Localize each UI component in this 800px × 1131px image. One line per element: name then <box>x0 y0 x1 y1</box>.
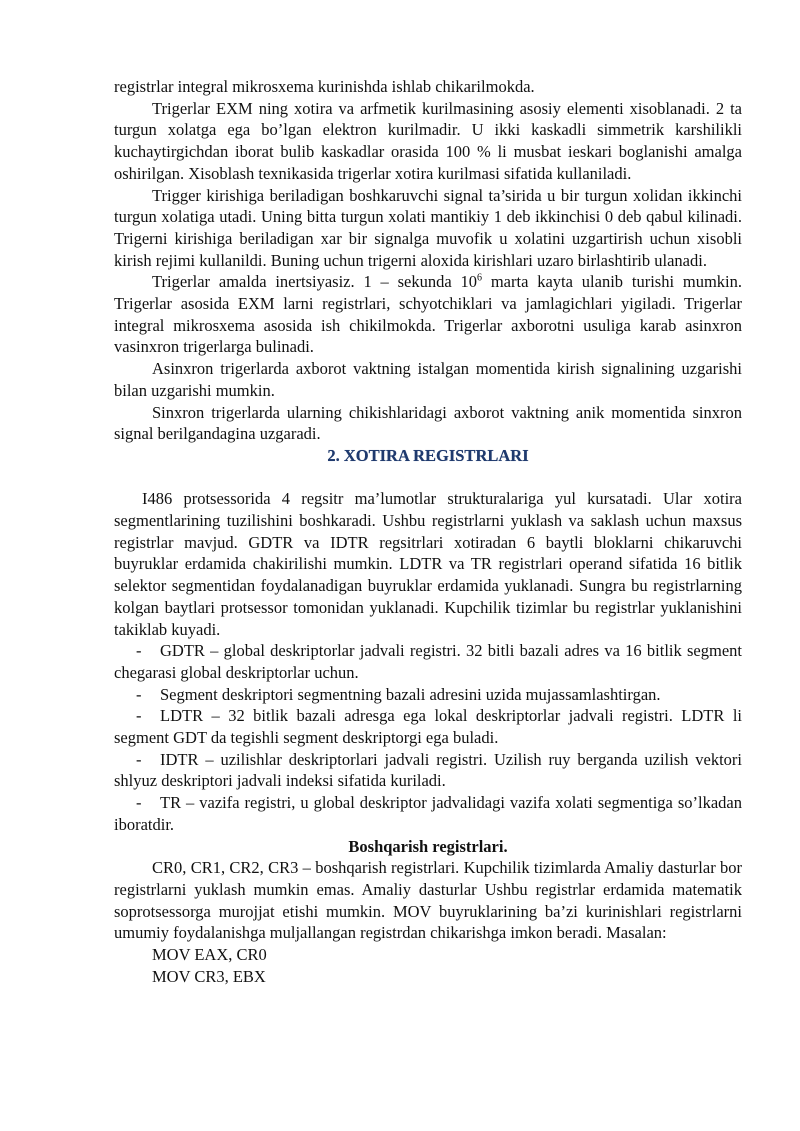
bullet-dash: - <box>136 749 142 769</box>
text-part: marta kayta ulanib turishi mumkin. Trigerlar asosida EXM larni registrlari, schyotchiklari va jamlagichlari yigiladi. Trigerlar integral mikrosxema asosida ish chikilmokda. Trigerlar axborotni usuliga karab asinxron vasinxron trigerlarga bulinadi. <box>114 272 742 357</box>
paragraph-trigger-input: Trigger kirishiga beriladigan boshkaruvchi signal ta’sirida u bir turgun xolidan ikkinchi turgun xolatiga utadi. Uning bitta turgun xolati mantikiy 1 deb ikkinchisi 0 deb qabul kilinadi. Trigerni kirishiga beriladigan xar bir signalga muvofik u xolatini uzgartirish uchun xisobli kirish rejimi kullanildi. Buning uchun trigerni aloxida kirishlari uzaro birlashtirib ulanadi. <box>114 185 742 270</box>
code-line: MOV EAX, CR0 <box>152 945 267 965</box>
list-item-text: Segment deskriptori segmentning bazali adresini uzida mujassamlashtirgan. <box>160 684 661 704</box>
paragraph-i486: I486 protsessorida 4 regsitr ma’lumotlar strukturalariga yul kursatadi. Ular xotira segmentlarining tuzilishini boshkaradi. Ushbu registrlarni yuklash va saklash uchun maxsus registrlar mavjud. GDTR va IDTR regsitrlari xotiradan 6 baytli bloklarni chikaruvchi buyruklar erdamida chakirilishi mumkin. LDTR va TR registrlari operand sifatida 16 bitlik selektor segmentidan foydalanadigan buyruklar erdamida yuklanadi. Sungra bu registrlarning kolgan baytlari protsessor tomonidan yuklanadi. Kupchilik tizimlar bu registrlar yuklanishini takiklab kuyadi. <box>114 489 742 639</box>
list-item <box>114 749 742 792</box>
list-item <box>114 684 742 706</box>
bullet-dash: - <box>136 684 142 704</box>
superscript: 6 <box>477 272 483 284</box>
subsection-heading: Boshqarish registrlari. <box>348 836 508 856</box>
list-item <box>114 705 742 748</box>
paragraph-trigger-speed <box>114 271 742 358</box>
text-part: Trigerlar amalda inertsiyasiz. 1 – sekunda 10 <box>152 272 478 292</box>
paragraph-async-triggers: Asinxron trigerlarda axborot vaktning istalgan momentida kirish signalining uzgarishi bilan uzgarishi mumkin. <box>114 359 742 400</box>
paragraph-control-registers: CR0, CR1, CR2, CR3 – boshqarish registrlari. Kupchilik tizimlarda Amaliy dasturlar bor registrlarni yuklash mumkin emas. Amaliy dasturlar Ushbu registrlar erdamida matematik soprotsessorga murojjat etishi mumkin. MOV buyruklarining ba’zi kurinishlari registrlarni umumiy foydalanishga muljallangan registrdan chikarishga imkon beradi. Masalan: <box>114 858 742 943</box>
bullet-dash: - <box>136 641 142 661</box>
spacer <box>114 467 742 489</box>
list-item-text: TR – vazifa registri, u global deskriptor jadvalidagi vazifa xolati segmentiga so’lkadan iboratdir. <box>114 793 742 834</box>
bullet-dash: - <box>136 793 142 813</box>
list-item-text: IDTR – uzilishlar deskriptorlari jadvali registri. Uzilish ruy berganda uzilish vektori shlyuz deskriptori jadvali indeksi sifatida kuriladi. <box>114 749 742 791</box>
bullet-dash: - <box>136 706 142 726</box>
paragraph-triggers-definition: Trigerlar EXM ning xotira va arfmetik kurilmasining asosiy elementi xisoblanadi. 2 ta turgun xolatga ega bo’lgan elektron kurilmadir. U ikki kaskadli simmetrik karshilikli kuchaytirgichdan iborat bulib kaskadlar orasida 100 % li musbat ieskari boglanishi amalga oshirilgan. Xisoblash texnikasida trigerlar xotira kurilmasi sifatida kullaniladi. <box>114 98 742 183</box>
section-heading: 2. XOTIRA REGISTRLARI <box>327 445 529 465</box>
code-line: MOV CR3, EBX <box>152 966 266 986</box>
list-item-text: LDTR – 32 bitlik bazali adresga ega lokal deskriptorlar jadvali registri. LDTR li segment GDT da tegishli segment deskriptorgi ega buladi. <box>114 706 742 748</box>
list-item <box>114 640 742 683</box>
paragraph-continuation: registrlar integral mikrosxema kurinishda ishlab chikarilmokda. <box>114 77 535 96</box>
paragraph-sync-triggers: Sinxron trigerlarda ularning chikishlaridagi axborot vaktning anik momentida sinxron signal berilgandagina uzgaradi. <box>114 402 742 444</box>
list-item-text: GDTR – global deskriptorlar jadvali registri. 32 bitli bazali adres va 16 bitlik segment chegarasi global deskriptorlar uchun. <box>114 641 742 682</box>
list-item <box>114 792 742 835</box>
